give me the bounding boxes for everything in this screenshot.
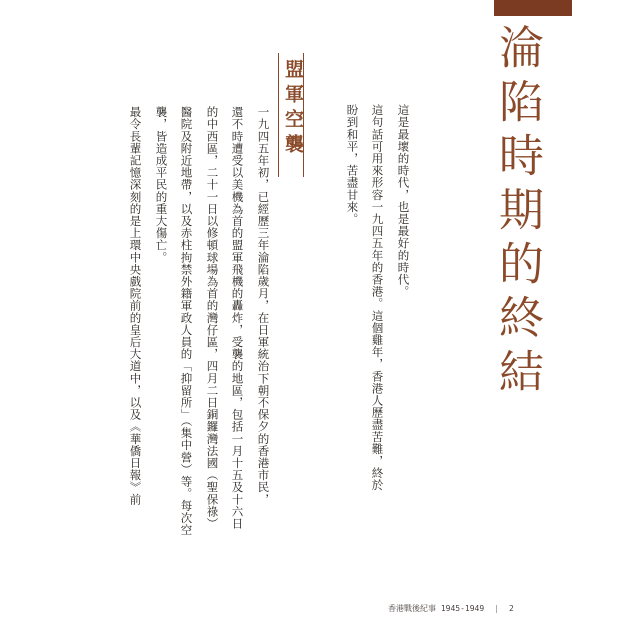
footer-separator: | bbox=[494, 604, 499, 613]
footer-book-title: 香港戰後紀事 1945-1949 bbox=[388, 604, 485, 613]
body-line-4: 醫院及附近地帶，以及赤柱拘禁外籍軍政人員的「抑留所」（集中營）等。每次空 bbox=[179, 106, 194, 536]
intro-paragraph-line-2: 這句話可用來形容一九四五年的香港。這個雞年，香港人歷盡苦難，終於 bbox=[370, 104, 385, 492]
chapter-title: 淪陷時期的終結 bbox=[491, 24, 544, 402]
section-title: 盟軍空襲 bbox=[282, 59, 304, 159]
chapter-color-tab bbox=[494, 0, 572, 16]
body-line-3: 的中西區，二十一日以修頓球場為首的灣仔區，四月二日銅鑼灣法國（聖保祿） bbox=[205, 106, 220, 530]
body-line-6: 最令長輩記憶深刻的是上環中央戲院前的皇后大道中，以及《華僑日報》前 bbox=[128, 106, 143, 506]
page-footer bbox=[388, 603, 514, 614]
page-number: 2 bbox=[509, 604, 514, 613]
body-line-1: 一九四五年初，已經歷三年淪陷歲月，在日軍統治下朝不保夕的香港市民， bbox=[256, 106, 271, 506]
body-line-2: 還不時遭受以美機為首的盟軍飛機的轟炸，受襲的地區，包括一月十五及十六日 bbox=[230, 106, 245, 530]
body-line-5: 襲，皆造成平民的重大傷亡。 bbox=[154, 106, 169, 264]
intro-paragraph-line-3: 盼到和平，苦盡甘來。 bbox=[345, 104, 360, 225]
intro-paragraph-line-1: 這是最壞的時代，也是最好的時代。 bbox=[396, 104, 411, 298]
